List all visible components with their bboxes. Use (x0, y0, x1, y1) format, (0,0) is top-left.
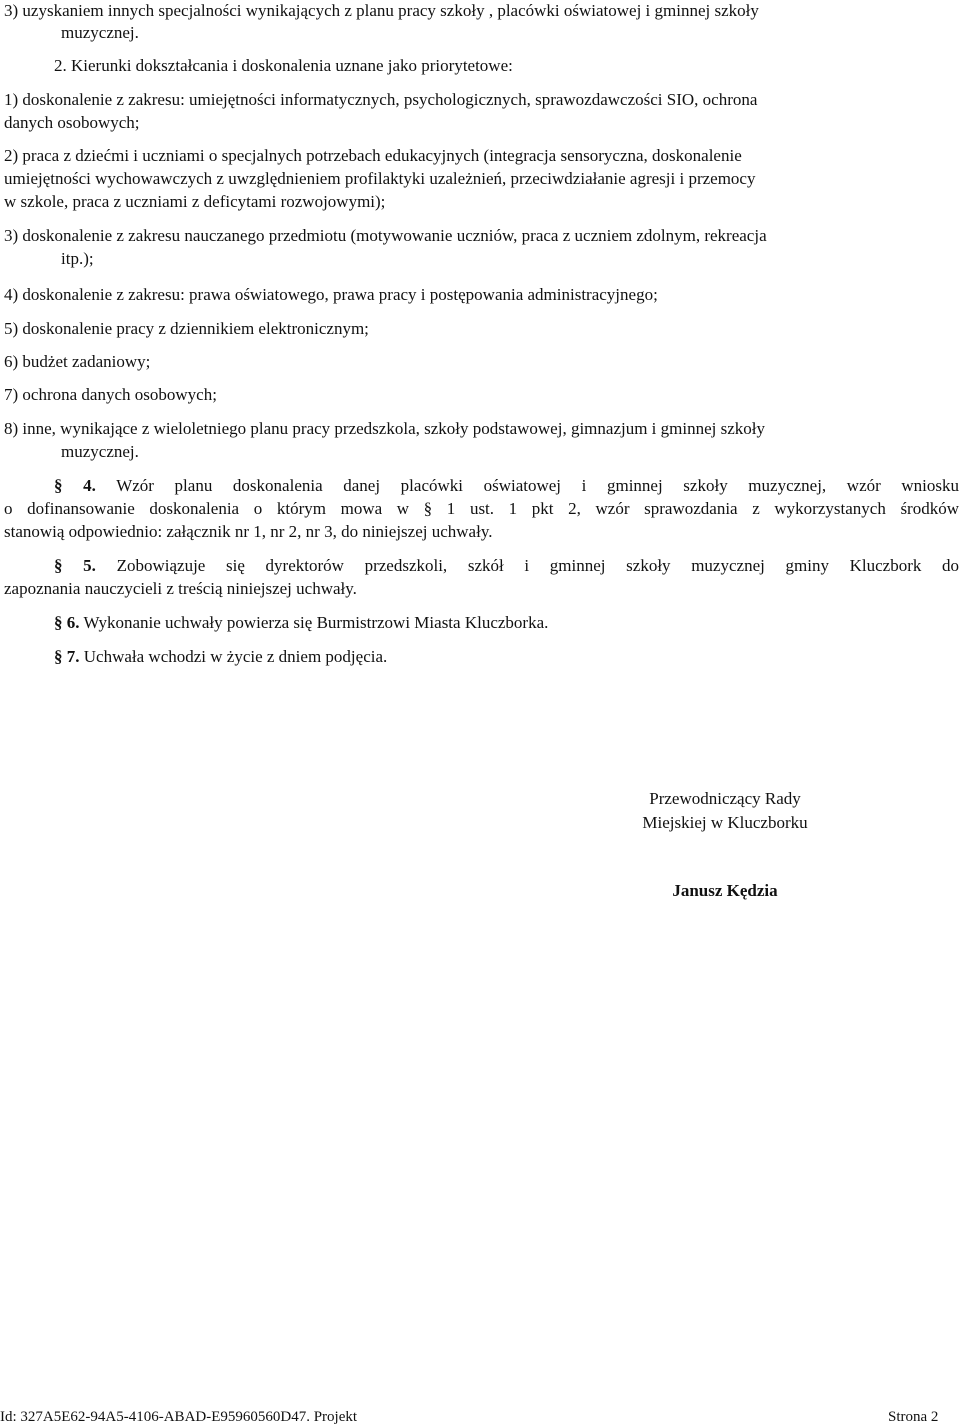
paragraph-4-label: § 4. (54, 476, 96, 495)
priority-item-8-continuation: muzycznej. (61, 442, 139, 461)
priority-item-8: 8) inne, wynikające z wieloletniego planu pracy przedszkola, szkoły podstawowej, gimnazjum i gminnej szkoły (4, 419, 766, 438)
paragraph-5-label: § 5. (54, 556, 96, 575)
priority-item-4: 4) doskonalenie z zakresu: prawa oświatowego, prawa pracy i postępowania administracyjnego; (4, 285, 658, 304)
paragraph-7-label: § 7. (54, 647, 80, 666)
priority-item-2-line-2: umiejętności wychowawczych z uwzględnieniem profilaktyki uzależnień, przeciwdziałanie agresji i przemocy (4, 169, 756, 188)
paragraph-4-line-1: § 4. Wzór planu doskonalenia danej placówki oświatowej i gminnej szkoły muzycznej, wzór wniosku (54, 476, 960, 495)
page-number-footer: Strona 2 (888, 1409, 939, 1425)
paragraph-6-label: § 6. (54, 613, 80, 632)
signatory-name: Janusz Kędzia (672, 881, 778, 900)
priority-item-2-line-3: w szkole, praca z uczniami z deficytami rozwojowymi); (4, 192, 386, 211)
priority-item-7: 7) ochrona danych osobowych; (4, 385, 217, 404)
priority-item-5: 5) doskonalenie pracy z dziennikiem elektronicznym; (4, 319, 369, 338)
document-id-footer: Id: 327A5E62-94A5-4106-ABAD-E95960560D47. Projekt (0, 1409, 358, 1425)
paragraph-6: § 6. Wykonanie uchwały powierza się Burmistrzowi Miasta Kluczborka. (54, 613, 549, 632)
priority-item-1-continuation: danych osobowych; (4, 113, 140, 132)
paragraph-4-line-2: o dofinansowanie doskonalenia o którym mowa w § 1 ust. 1 pkt 2, wzór sprawozdania z wykorzystanych środków (4, 499, 959, 518)
priority-item-2: 2) praca z dziećmi i uczniami o specjalnych potrzebach edukacyjnych (integracja sensoryczna, doskonalenie (4, 146, 742, 165)
signature-role-line-1: Przewodniczący Rady (649, 789, 801, 808)
priority-item-3: 3) doskonalenie z zakresu nauczanego przedmiotu (motywowanie uczniów, praca z uczniem zdolnym, rekreacja (4, 226, 767, 245)
signature-role-line-2: Miejskiej w Kluczborku (642, 813, 808, 832)
list-item-3-specializations: 3) uzyskaniem innych specjalności wynikających z planu pracy szkoły , placówki oświatowej i gminnej szkoły (4, 1, 759, 20)
paragraph-5-line-2: zapoznania nauczycieli z treścią niniejszej uchwały. (4, 579, 357, 598)
paragraph-7: § 7. Uchwała wchodzi w życie z dniem podjęcia. (54, 647, 388, 666)
paragraph-5-line-1: § 5. Zobowiązuje się dyrektorów przedszkoli, szkół i gminnej szkoły muzycznej gminy Kluczbork do (54, 556, 960, 575)
section-2-heading: 2. Kierunki dokształcania i doskonalenia uznane jako priorytetowe: (54, 56, 513, 75)
paragraph-4-line-3: stanowią odpowiednio: załącznik nr 1, nr 2, nr 3, do niniejszej uchwały. (4, 522, 493, 541)
priority-item-6: 6) budżet zadaniowy; (4, 352, 151, 371)
priority-item-1: 1) doskonalenie z zakresu: umiejętności informatycznych, psychologicznych, sprawozdawczości SIO, ochrona (4, 90, 758, 109)
list-item-3-continuation: muzycznej. (61, 23, 139, 42)
priority-item-3-continuation: itp.); (61, 249, 94, 268)
